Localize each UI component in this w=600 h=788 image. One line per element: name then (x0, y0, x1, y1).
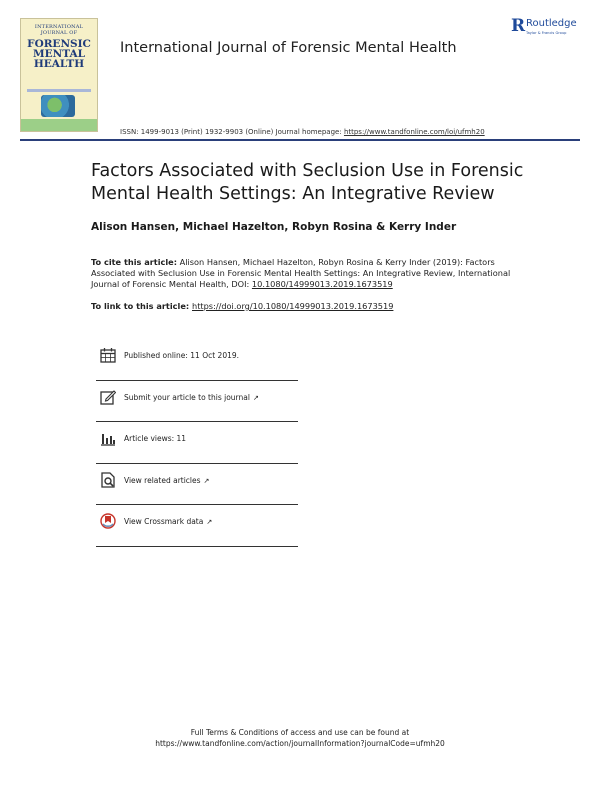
article-info-list (96, 339, 298, 547)
crossmark-item[interactable] (96, 505, 298, 547)
edit-icon (100, 389, 116, 405)
cover-band (27, 89, 91, 92)
cover-line-4: HEALTH (33, 58, 85, 70)
routledge-r-icon: R (511, 16, 526, 36)
journal-homepage-link[interactable]: https://www.tandfonline.com/loi/ufmh20 (343, 128, 485, 136)
related-articles-label: View related articles ↗ (124, 475, 210, 485)
publisher-logo[interactable] (511, 16, 591, 38)
publisher-subtitle: Taylor & Francis Group (526, 31, 567, 35)
terms-footer (0, 727, 600, 749)
related-articles-item[interactable] (96, 464, 298, 506)
external-link-icon: ↗ (203, 476, 210, 485)
cover-footer-band (21, 119, 97, 131)
doi-link[interactable]: 10.1080/14999013.2019.1673519 (251, 279, 393, 289)
terms-text: Full Terms & Conditions of access and use can be found at (190, 728, 410, 737)
article-views-item (96, 422, 298, 464)
cover-line-3: MENTAL (33, 48, 85, 60)
external-link-icon: ↗ (252, 393, 259, 402)
published-online-item (96, 339, 298, 381)
published-online-label: Published online: 11 Oct 2019. (124, 351, 240, 360)
cover-line-1: INTERNATIONAL JOURNAL OF (34, 24, 84, 36)
journal-title[interactable]: International Journal of Forensic Mental Health (120, 40, 457, 56)
publisher-name: Routledge (526, 18, 577, 29)
cover-line-2: FORENSIC (27, 38, 91, 50)
issn-line (120, 128, 485, 136)
submit-article-label: Submit your article to this journal ↗ (124, 392, 259, 402)
article-views-label: Article views: 11 (124, 434, 187, 443)
article-title: Factors Associated with Seclusion Use in Forensic Mental Health Settings: An Integrative Review (91, 161, 524, 204)
crossmark-label: View Crossmark data ↗ (124, 517, 213, 526)
citation-block (91, 257, 521, 290)
search-document-icon (100, 472, 116, 488)
link-label: To link to this article: (91, 301, 192, 311)
submit-article-item[interactable] (96, 381, 298, 423)
bar-chart-icon (100, 430, 116, 446)
journal-cover-image (20, 18, 98, 132)
cover-title (25, 24, 93, 69)
cite-text: Alison Hansen, Michael Hazelton, Robyn Rosina & Kerry Inder (2019): Factors Associated with Seclusion Use in Forensic Mental Health Settings: An Integrative Review, International Journal of Forensic Mental Health, DOI: (91, 257, 511, 289)
crossmark-icon (100, 513, 116, 529)
article-doi-url-link[interactable]: https://doi.org/10.1080/14999013.2019.1673519 (192, 301, 394, 311)
issn-text: ISSN: 1499-9013 (Print) 1932-9903 (Online) Journal homepage: (120, 128, 344, 136)
external-link-icon: ↗ (206, 518, 213, 526)
article-authors: Alison Hansen, Michael Hazelton, Robyn Rosina & Kerry Inder (91, 221, 457, 233)
calendar-icon (100, 347, 116, 363)
article-link-line (91, 301, 393, 311)
cover-globe-icon (41, 95, 75, 117)
header-divider (20, 139, 580, 141)
cite-label: To cite this article: (91, 257, 177, 267)
terms-url-link[interactable]: https://www.tandfonline.com/action/journalInformation?journalCode=ufmh20 (155, 739, 445, 748)
